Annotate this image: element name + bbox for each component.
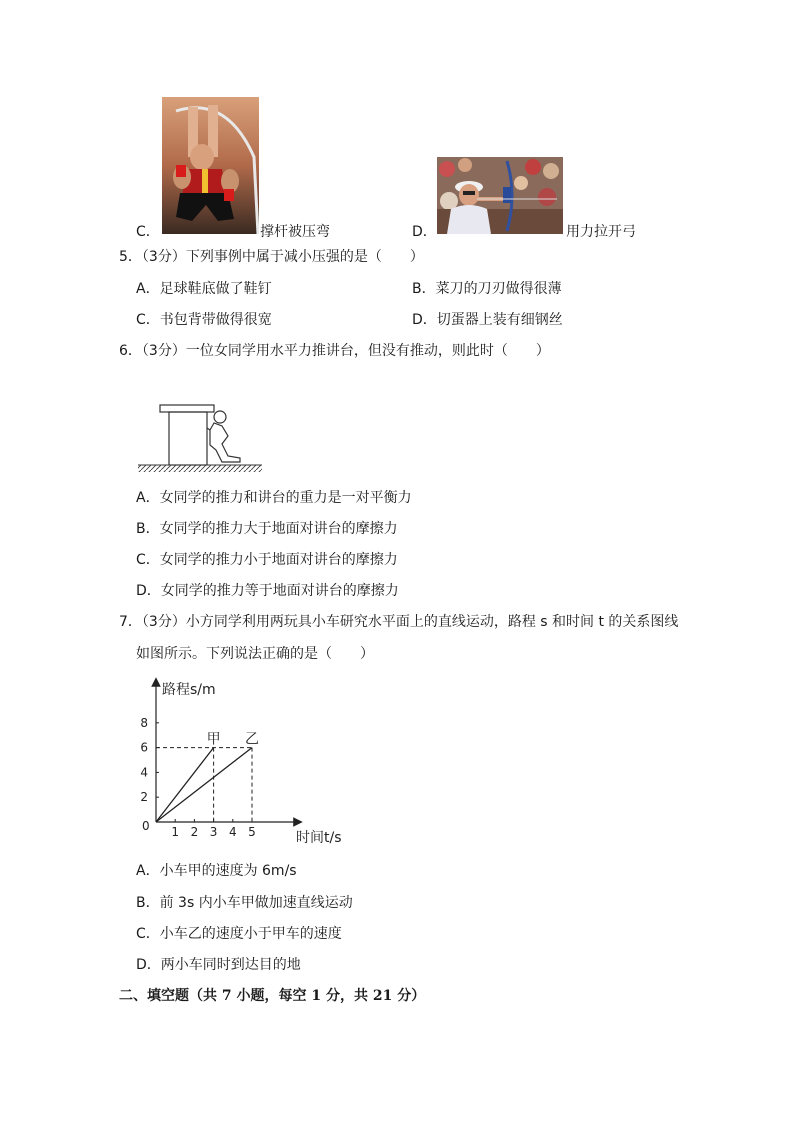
q7-option-a: A．小车甲的速度为 6m/s — [136, 863, 297, 879]
x-tick-label: 5 — [248, 825, 256, 839]
y-tick-label: 6 — [140, 740, 148, 755]
y-tick-label: 4 — [140, 765, 148, 780]
x-tick-label: 4 — [228, 825, 237, 839]
q7-stem-line2: 如图所示。下列说法正确的是（ ） — [136, 646, 374, 662]
q7-option-b: B．前 3s 内小车甲做加速直线运动 — [136, 895, 353, 911]
y-axis-label: 路程s/m — [162, 682, 216, 698]
y-tick-label: 2 — [140, 790, 148, 805]
section-two-heading: 二、填空题（共 7 小题，每空 1 分，共 21 分） — [119, 988, 426, 1004]
option-d-caption: 用力拉开弓 — [566, 224, 636, 240]
option-c-caption: 撑杆被压弯 — [260, 224, 330, 240]
series-lines — [156, 732, 259, 822]
option-c-letter: C． — [136, 224, 160, 240]
distance-time-chart — [130, 676, 360, 848]
pole-vault-photo — [162, 97, 259, 234]
q7-stem-line1: 7．（3分）小方同学利用两玩具小车研究水平面上的直线运动，路程 s 和时间 t 的关系图线 — [119, 614, 679, 630]
x-tick-label: 2 — [190, 825, 199, 839]
q6-option-d: D．女同学的推力等于地面对讲台的摩擦力 — [136, 583, 399, 599]
q7-option-c: C．小车乙的速度小于甲车的速度 — [136, 926, 342, 942]
q6-option-b: B．女同学的推力大于地面对讲台的摩擦力 — [136, 521, 398, 537]
option-d-letter: D． — [412, 224, 437, 240]
x-axis-label: 时间t/s — [296, 830, 342, 846]
q5-stem: 5．（3分）下列事例中属于减小压强的是（ ） — [119, 249, 424, 265]
archery-photo — [437, 157, 563, 234]
q7-option-d: D．两小车同时到达目的地 — [136, 957, 301, 973]
q6-option-a: A．女同学的推力和讲台的重力是一对平衡力 — [136, 490, 412, 506]
lectern-push-diagram — [136, 400, 266, 475]
series-line-yi — [156, 748, 252, 822]
q6-option-c: C．女同学的推力小于地面对讲台的摩擦力 — [136, 552, 398, 568]
origin-label: 0 — [142, 819, 150, 833]
series-label: 甲 — [206, 731, 221, 748]
archery-illustration — [437, 157, 563, 234]
q5-option-d: D．切蛋器上装有细钢丝 — [412, 312, 563, 328]
pole-vault-illustration — [162, 97, 259, 234]
x-tick-label: 3 — [209, 825, 218, 839]
q5-option-a: A．足球鞋底做了鞋钉 — [136, 281, 272, 297]
x-tick-label: 1 — [171, 825, 180, 839]
q5-option-b: B．菜刀的刀刃做得很薄 — [412, 281, 562, 297]
q6-stem: 6．（3分）一位女同学用水平力推讲台，但没有推动，则此时（ ） — [119, 343, 550, 359]
series-label: 乙 — [245, 731, 259, 748]
q5-option-c: C．书包背带做得很宽 — [136, 312, 272, 328]
y-tick-label: 8 — [140, 715, 148, 730]
